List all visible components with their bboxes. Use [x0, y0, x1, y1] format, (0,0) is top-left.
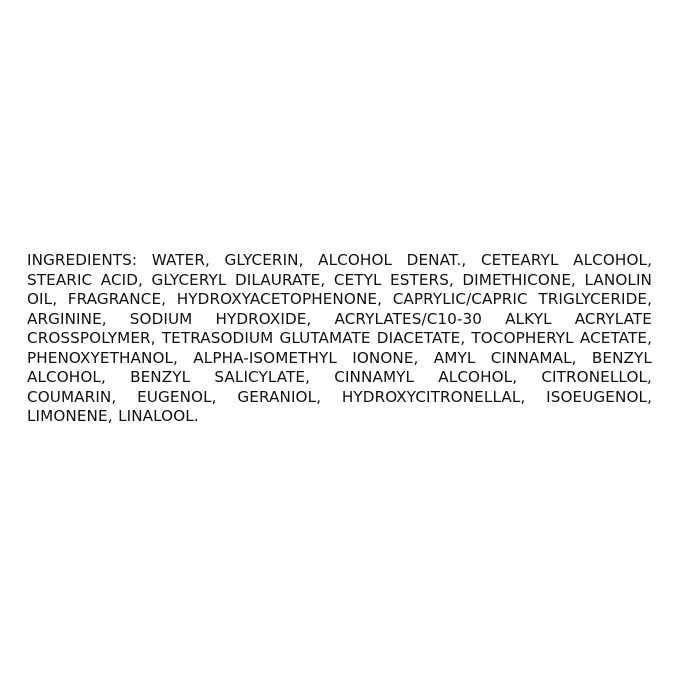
ingredients-text: INGREDIENTS: WATER, GLYCERIN, ALCOHOL DENAT., CETEARYL ALCOHOL, STEARIC ACID, GLYCERYL DILAURATE, CETYL ESTERS, DIMETHICONE, LANOLIN OIL, FRAGRANCE, HYDROXYACETOPHENONE, CAPRYLIC/CAPRIC TRIGLYCERIDE, ARGININE, SODIUM HYDROXIDE, ACRYLATES/C10-30 ALKYL ACRYLATE CROSSPOLYMER, TETRASODIUM GLUTAMATE DIACETATE, TOCOPHERYL ACETATE, PHENOXYETHANOL, ALPHA-ISOMETHYL IONONE, AMYL CINNAMAL, BENZYL ALCOHOL, BENZYL SALICYLATE, CINNAMYL ALCOHOL, CITRONELLOL, COUMARIN, EUGENOL, GERANIOL, HYDROXYCITRONELLAL, ISOEUGENOL, LIMONENE, LINALOOL. — [27, 251, 652, 425]
ingredients-panel — [27, 251, 652, 427]
